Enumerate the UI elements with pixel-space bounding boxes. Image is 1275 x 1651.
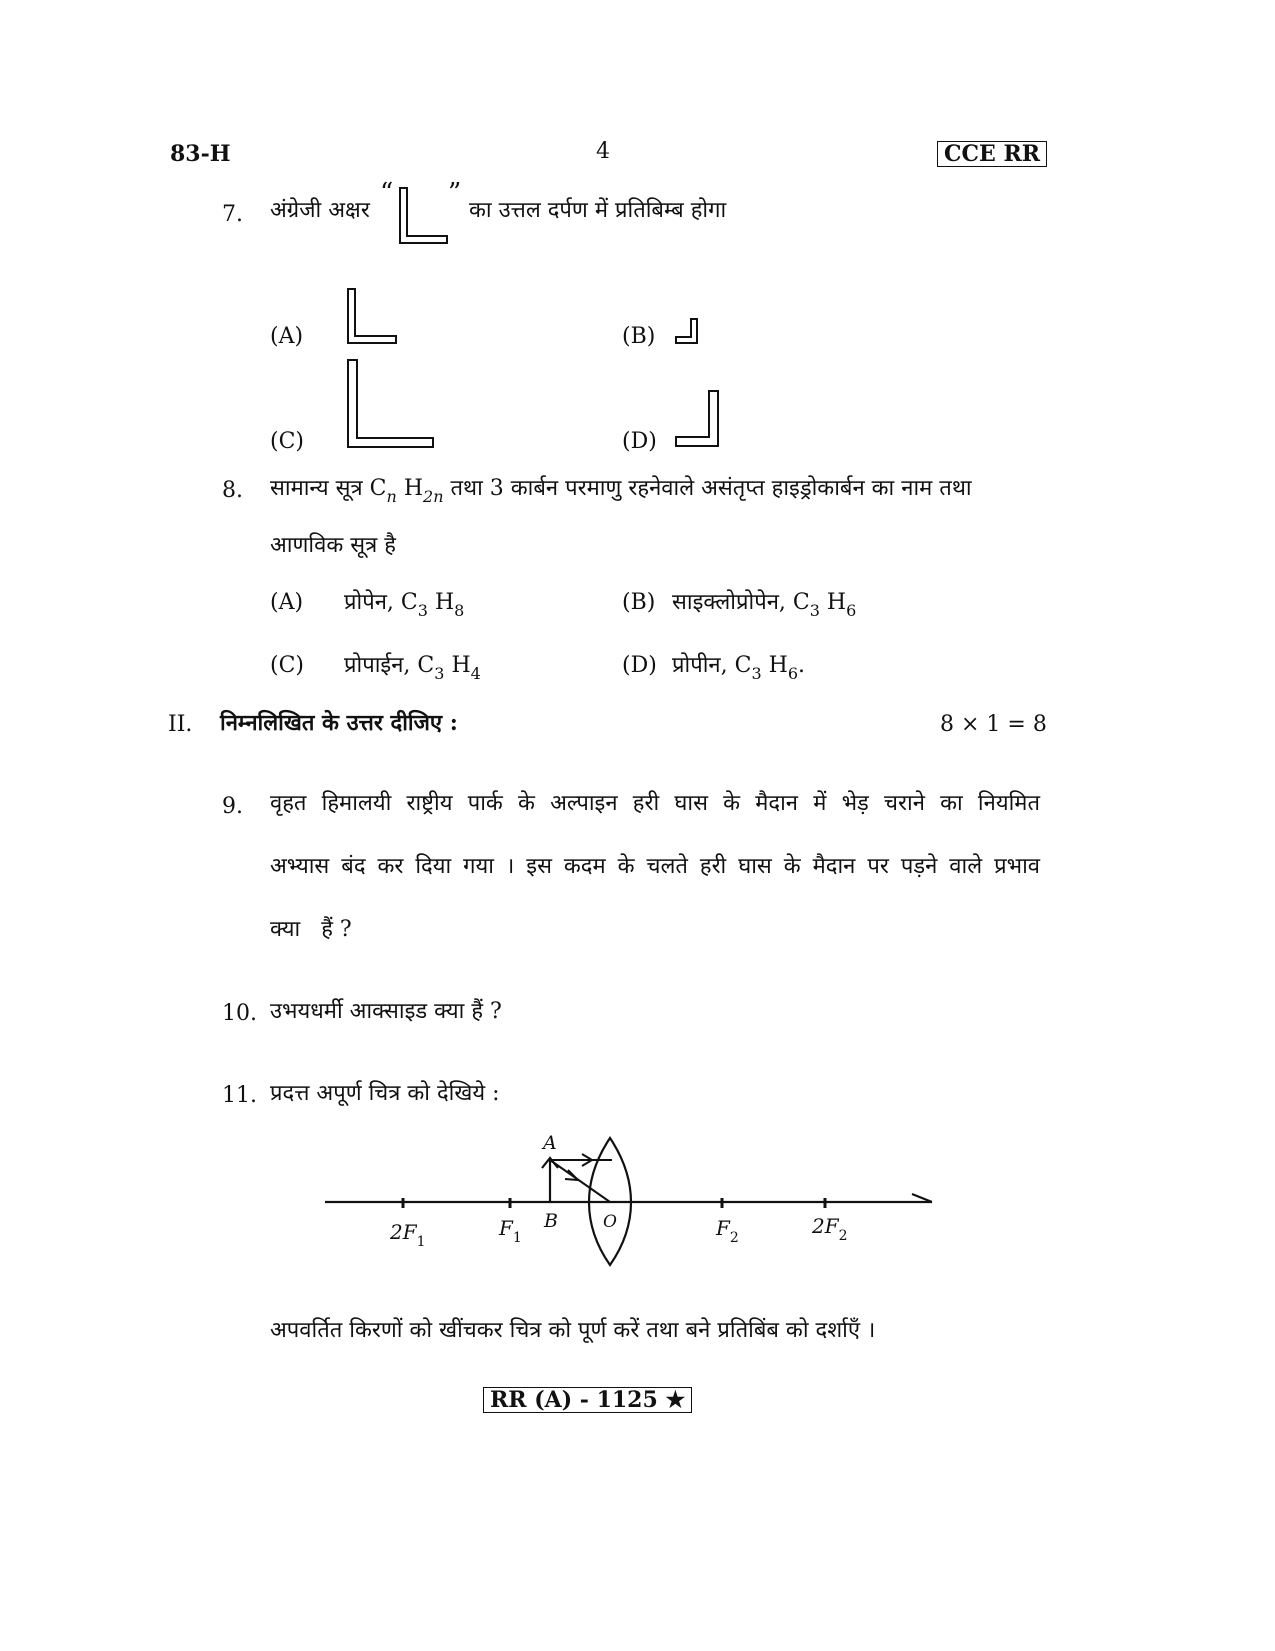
q7-option-d-label: (D) (622, 429, 657, 454)
q11-number: 11. (222, 1083, 257, 1108)
star-icon: ★ (665, 1387, 686, 1413)
q8-option-d-h-sub: 6 (787, 664, 799, 683)
q10-number: 10. (222, 1001, 257, 1026)
q8-line1-rest: तथा 3 कार्बन परमाणु रहनेवाले असंतृप्त हाइड्रोकार्बन का नाम तथा (450, 476, 972, 501)
q8-option-c-text (344, 653, 481, 683)
q8-option-c-c-sub: 3 (434, 664, 445, 683)
q8-option-b-text (672, 590, 857, 620)
q8-h: H (403, 476, 424, 501)
q7-letter-l-icon (396, 186, 452, 248)
q7-text-after: का उत्तल दर्पण में प्रतिबिम्ब होगा (469, 198, 727, 223)
q8-line2: आणविक सूत्र है (270, 533, 396, 558)
q9-line1: वृहत हिमालयी राष्ट्रीय पार्क के अल्पाइन हरी घास के मैदान में भेड़ चराने का नियमित (270, 791, 1040, 816)
q8-option-c-h: H (451, 653, 471, 678)
q10-text: उभयधर्मी आक्साइड क्या हैं ? (270, 999, 502, 1024)
q8-option-d-c-sub: 3 (751, 664, 762, 683)
label-2f2: $2F_2$ (812, 1214, 848, 1244)
axis-arrowhead (912, 1194, 932, 1202)
label-o: O (603, 1212, 617, 1232)
q8-subscript-n: n (386, 487, 397, 506)
q9-line2: अभ्यास बंद कर दिया गया । इस कदम के चलते हरी घास के मैदान पर पड़ने वाले प्रभाव (270, 854, 1040, 879)
footer-code-box (483, 1387, 692, 1413)
q8-option-b-h: H (826, 590, 847, 615)
footer-code: RR (A) - 1125 (490, 1387, 658, 1413)
q8-option-b-name: साइक्लोप्रोपेन, C (672, 590, 810, 615)
q11-text: प्रदत्त अपूर्ण चित्र को देखिये : (270, 1081, 500, 1106)
q7-option-b-letter-icon (672, 316, 702, 346)
q8-option-b-label: (B) (622, 590, 656, 615)
section-roman-numeral: II. (168, 712, 193, 737)
q8-option-d-label: (D) (622, 653, 657, 678)
label-2f1: $2F_1$ (390, 1220, 426, 1250)
q8-option-c-h-sub: 4 (470, 664, 481, 683)
page-number: 4 (596, 139, 610, 164)
q8-option-a-c-sub: 3 (417, 601, 428, 620)
q8-option-a-h: H (434, 590, 455, 615)
q7-option-a-letter-icon (344, 287, 402, 347)
q8-option-d-text (672, 653, 806, 683)
q7-close-quote: ” (448, 178, 462, 208)
section-title: निम्नलिखित के उत्तर दीजिए : (220, 710, 458, 736)
label-f2: $F_2$ (716, 1216, 739, 1246)
lens-ray-diagram (320, 1130, 940, 1270)
q7-option-b-label: (B) (622, 324, 656, 349)
q7-option-c-letter-icon (344, 358, 438, 452)
series-badge: CCE RR (937, 141, 1047, 167)
q8-option-d-h: H (768, 653, 788, 678)
q9-number: 9. (222, 794, 243, 819)
q8-formula-prefix: सामान्य सूत्र C (270, 476, 387, 501)
q7-text-before: अंग्रेजी अक्षर (270, 198, 370, 223)
q8-option-a-text (344, 590, 465, 620)
q8-line1 (270, 476, 972, 506)
q7-option-a-label: (A) (270, 324, 304, 349)
q9-line3: क्या हैं ? (270, 917, 352, 942)
q8-option-a-name: प्रोपेन, C (344, 590, 418, 615)
section-marks: 8 × 1 = 8 (940, 712, 1047, 737)
q7-option-c-label: (C) (270, 429, 304, 454)
q8-option-b-h-sub: 6 (846, 601, 857, 620)
q7-open-quote: “ (380, 178, 394, 208)
q11-instruction: अपवर्तित किरणों को खींचकर चित्र को पूर्ण करें तथा बने प्रतिबिंब को दर्शाएँ । (270, 1318, 876, 1343)
q8-option-d-name: प्रोपीन, C (672, 653, 752, 678)
label-b: B (544, 1210, 558, 1232)
label-f1: $F_1$ (499, 1216, 522, 1246)
q7-option-d-letter-icon (672, 388, 724, 450)
paper-code: 83-H (170, 141, 231, 167)
q8-option-a-h-sub: 8 (454, 601, 465, 620)
q8-option-c-label: (C) (270, 653, 304, 678)
q7-number: 7. (222, 202, 243, 227)
q8-option-c-name: प्रोपाईन, C (344, 653, 435, 678)
q8-subscript-2n: 2n (423, 487, 444, 506)
q8-option-a-label: (A) (270, 590, 304, 615)
label-a: A (543, 1132, 557, 1154)
q8-option-b-c-sub: 3 (809, 601, 820, 620)
q8-number: 8. (222, 478, 243, 503)
q8-option-d-tail: . (798, 653, 806, 678)
